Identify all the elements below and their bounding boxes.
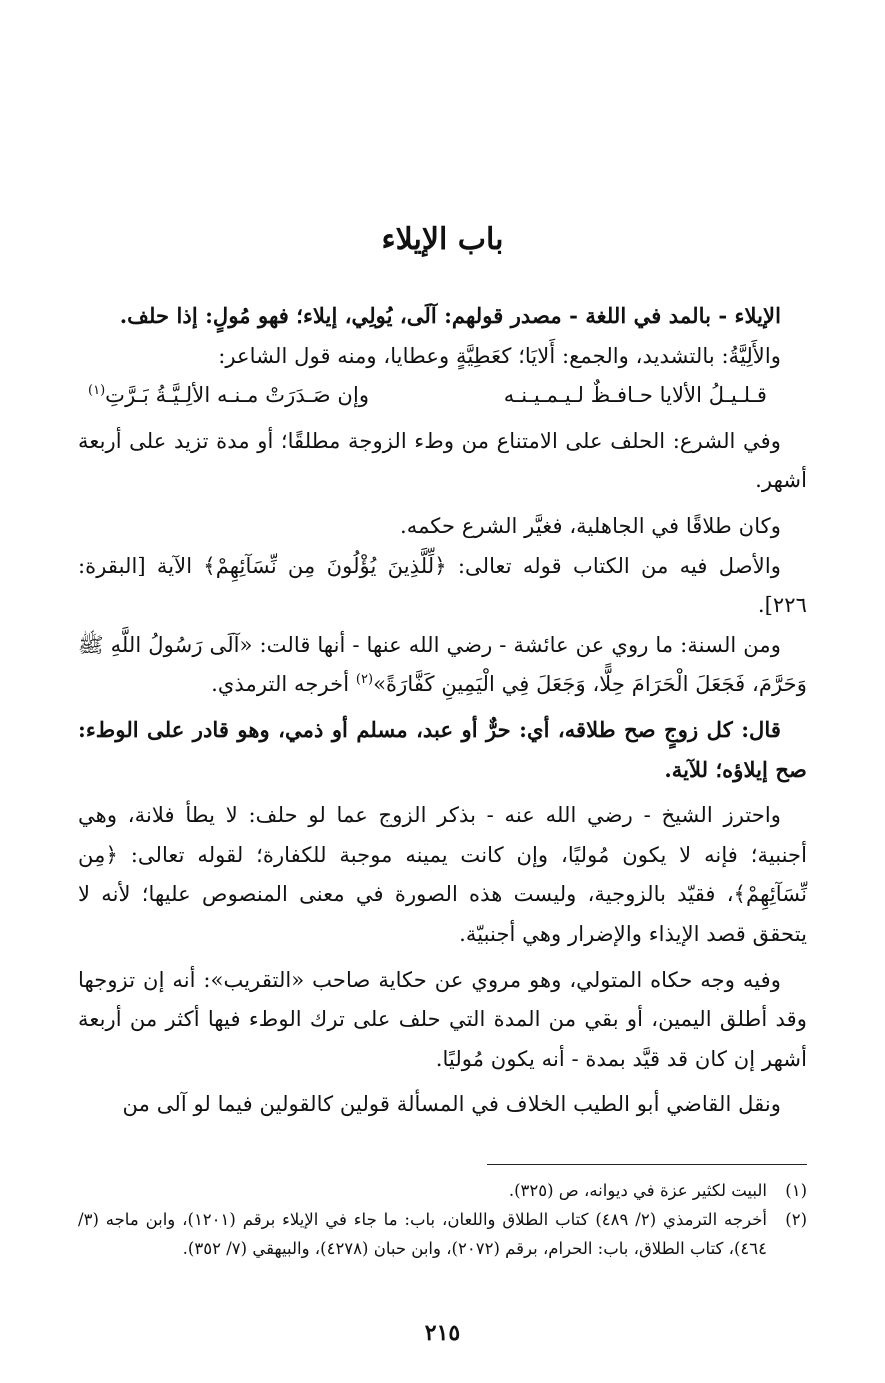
footnote-ref: (١)	[88, 383, 106, 399]
body-text	[78, 296, 807, 1124]
poem-hemistich-first: قـلـيـلُ الألايا حـافـظٌ لـيـمـيـنـه	[503, 382, 767, 408]
footnotes	[78, 1176, 807, 1263]
chapter-title: باب الإيلاء	[381, 222, 504, 257]
paragraph: قال: كل زوجٍ صح طلاقه، أي: حرٌّ أو عبد، مسلم أو ذمي، وهو قادر على الوطء: صح إيلاؤه؛ للآية.	[78, 716, 807, 782]
footnote	[78, 1205, 807, 1263]
paragraph: واحترز الشيخ - رضي الله عنه - بذكر الزوج عما لو حلف: لا يطأ فلانة، وهي أجنبية؛ فإنه لا يكون مُوليًا، وإن كانت يمينه موجبة للكفارة؛ لقوله تعالى: ﴿مِن نِّسَآئِهِمْ﴾، فقيّد بالزوجية، وليست هذه الصورة في معنى المنصوص عليها؛ لأنه لا يتحقق قصد الإيذاء والإضرار وهي أجنبيّة.	[78, 802, 807, 946]
footnote-separator	[487, 1164, 807, 1165]
paragraph: والأَلِيَّةُ: بالتشديد، والجمع: أَلايَا؛ كعَطِيَّةٍ وعطايا، ومنه قول الشاعر:	[218, 342, 781, 368]
paragraph: وكان طلاقًا في الجاهلية، فغيَّر الشرع حكمه.	[399, 512, 781, 538]
paragraph: والأصل فيه من الكتاب قوله تعالى: ﴿لِّلَّذِينَ يُؤْلُونَ مِن نِّسَآئِهِمْ﴾ الآية [البقرة: ٢٢٦].	[78, 552, 807, 618]
paragraph: ومن السنة: ما روي عن عائشة - رضي الله عنها - أنها قالت: «آلَى رَسُولُ اللَّهِ ﷺ وَحَرَّمَ، فَجَعَلَ الْحَرَامَ حِلًّا، وَجَعَلَ فِي الْيَمِينِ كَفَّارَةً»$^{(٢)}$ أخرجه الترمذي.	[78, 631, 807, 697]
paragraph: ونقل القاضي أبو الطيب الخلاف في المسألة قولين كالقولين فيما لو آلى من	[122, 1091, 781, 1117]
paragraph: وفي الشرع: الحلف على الامتناع من وطء الزوجة مطلقًا؛ أو مدة تزيد على أربعة أشهر.	[78, 427, 807, 493]
footnote-text: أخرجه الترمذي (٢/ ٤٨٩) كتاب الطلاق واللعان، باب: ما جاء في الإيلاء برقم (١٢٠١)، وابن ماجه (٣/ ٤٦٤)، كتاب الطلاق، باب: الحرام، برقم (٢٠٧٢)، وابن حبان (٤٢٧٨)، والبيهقي (٧/ ٣٥٢).	[78, 1210, 767, 1258]
footnote-number: (١)	[785, 1181, 807, 1200]
page-number: ٢١٥	[424, 1320, 461, 1346]
poem-verse	[78, 375, 807, 415]
poem-hemistich-second: وإن صَـدَرَتْ مـنـه الألِـيَّـةُ بَـرَّتِ$^{(١)}$	[88, 382, 370, 408]
footnote-number: (٢)	[785, 1210, 807, 1229]
paragraph: الإيلاء - بالمد في اللغة - مصدر قولهم: آلَى، يُولِي، إيلاء؛ فهو مُولٍ: إذا حلف.	[119, 303, 781, 328]
footnote	[78, 1176, 807, 1205]
footnote-ref: (٢)	[355, 672, 374, 688]
footnote-text: البيت لكثير عزة في ديوانه، ص (٣٢٥).	[508, 1181, 767, 1200]
page	[78, 0, 807, 1383]
paragraph: وفيه وجه حكاه المتولي، وهو مروي عن حكاية صاحب «التقريب»: أنه إن تزوجها وقد أطلق اليمين، أو بقي من المدة التي حلف على ترك الوطء فيها أكثر من أربعة أشهر إن كان قد قيَّد بمدة - أنه يكون مُوليًا.	[78, 966, 807, 1071]
